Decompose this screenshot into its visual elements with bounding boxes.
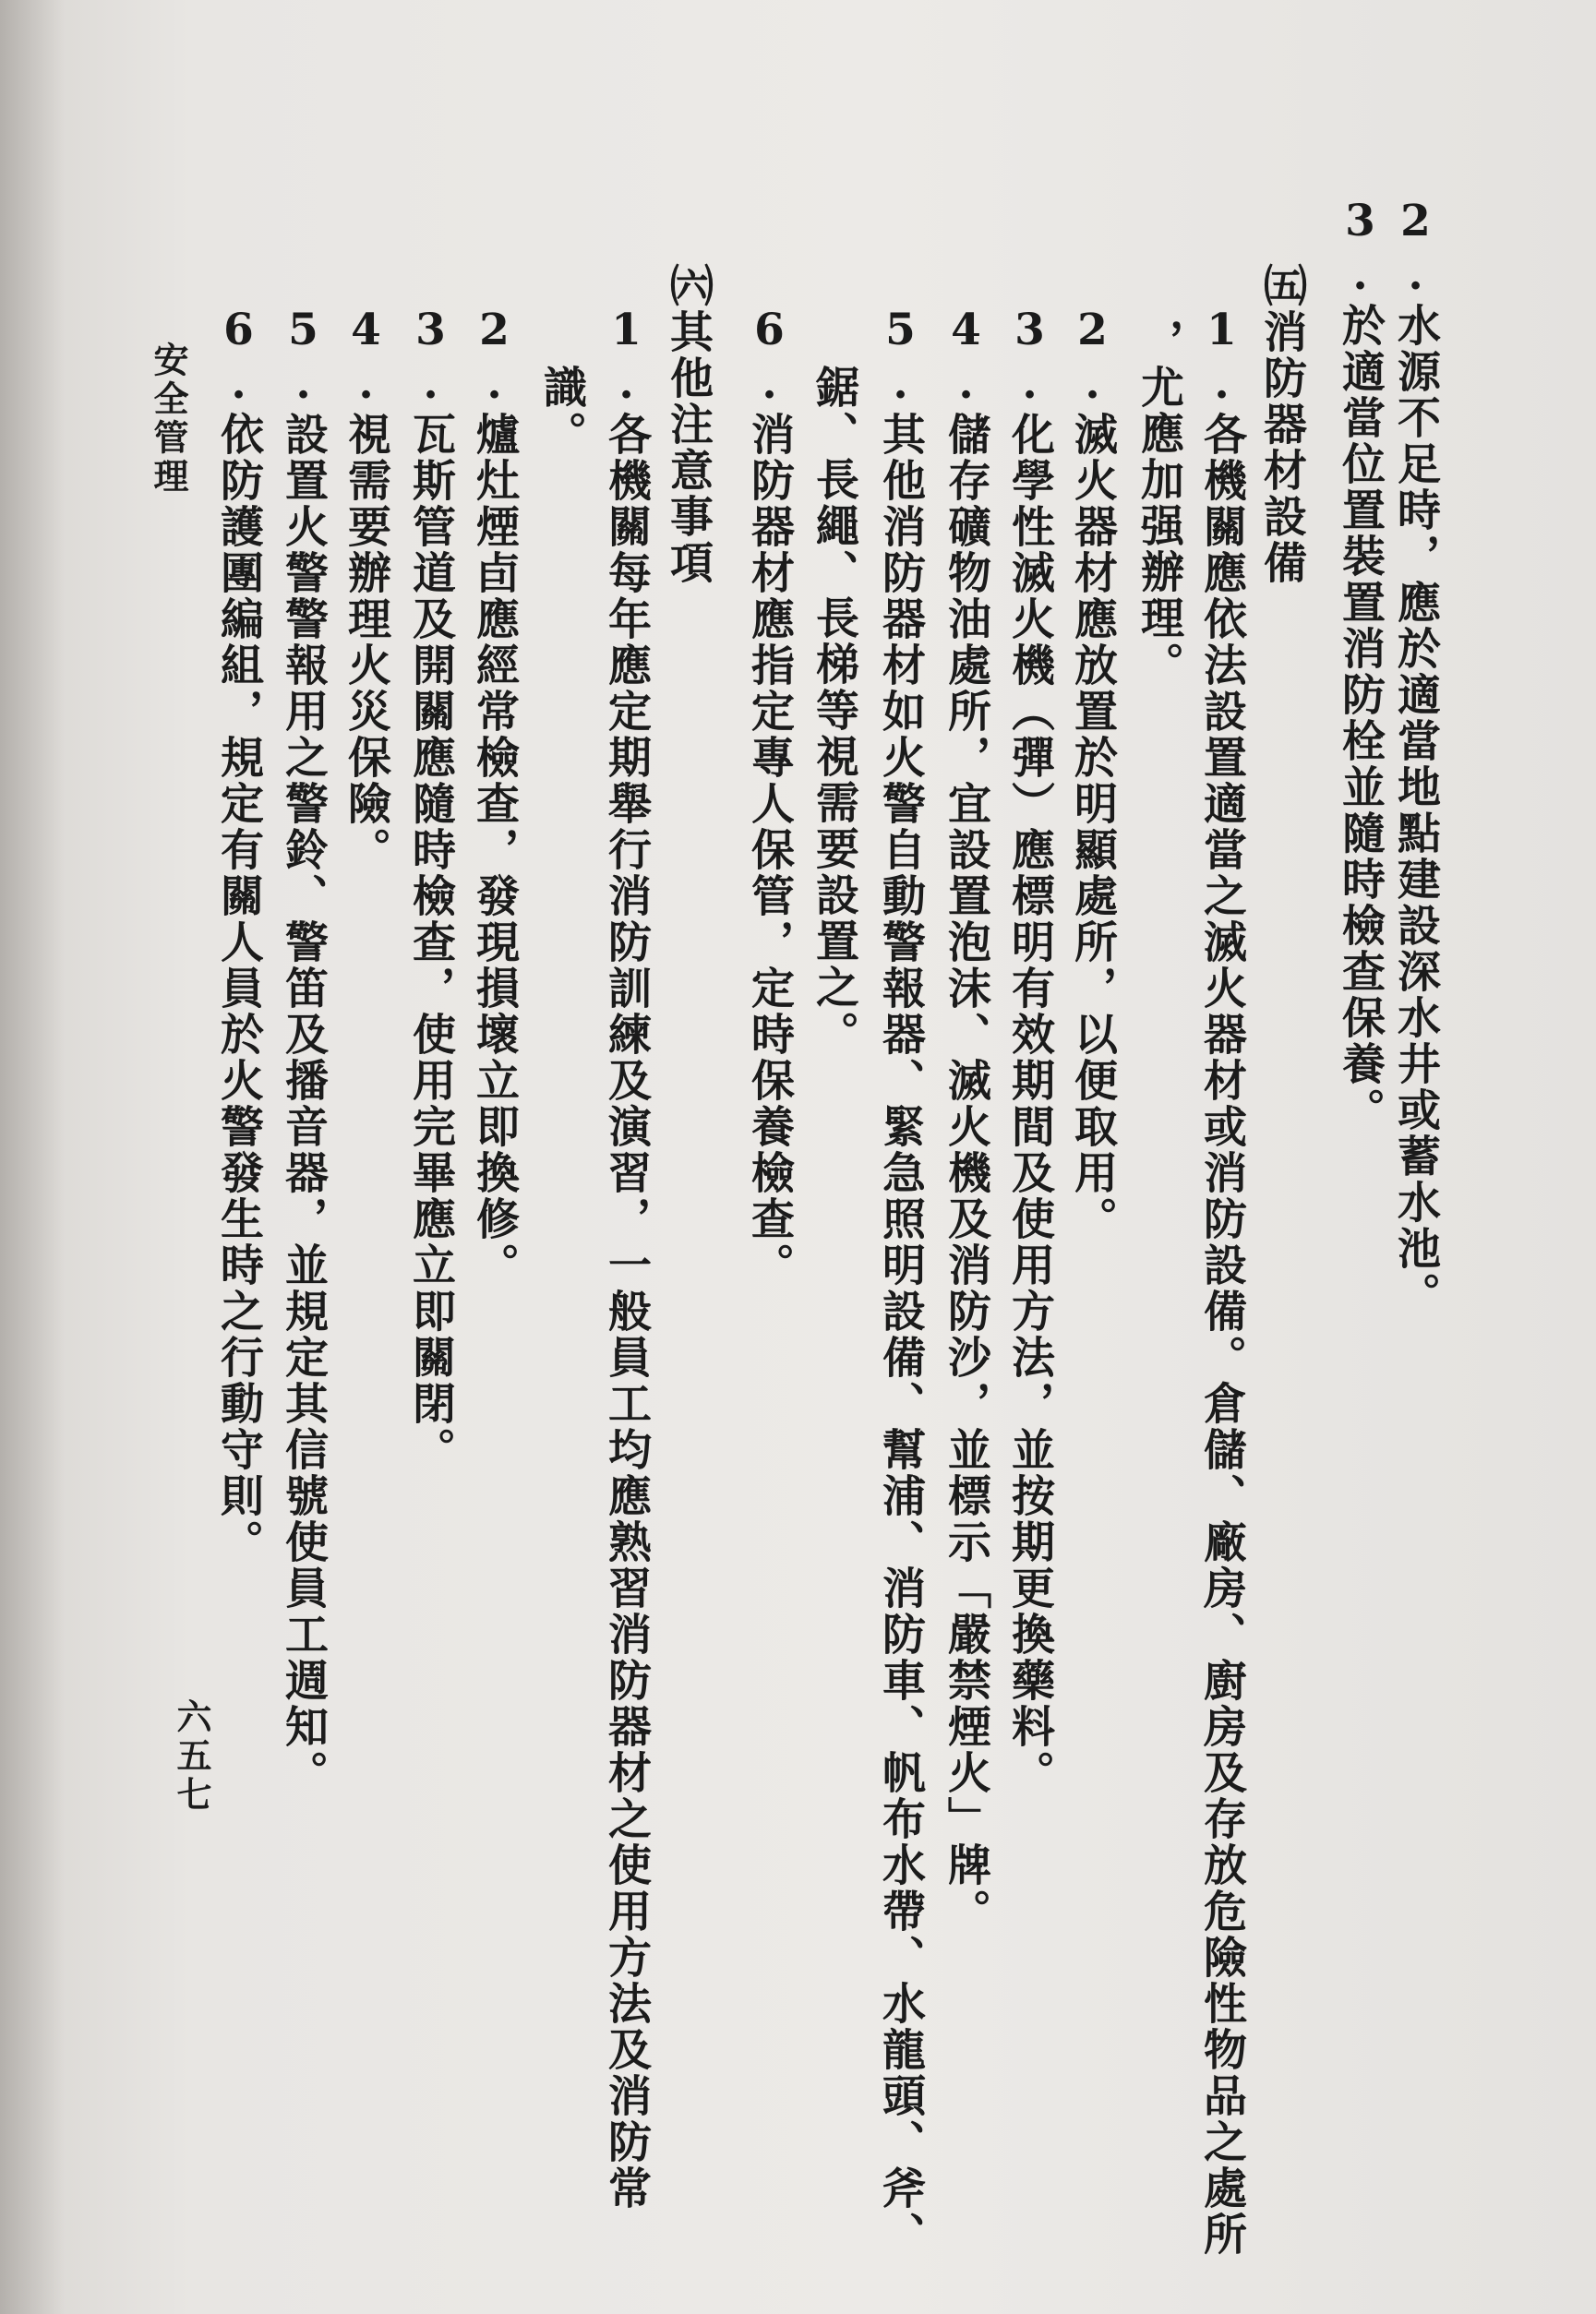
section-6-item-6: 6.依防護團編組，規定有關人員於火警發生時之行動守則。 — [213, 305, 264, 1565]
section-5-item-1: 1.各機關應依法設置適當之滅火器材或消防設備。倉儲、廠房、廚房及存放危險性物品之處所 — [1196, 305, 1247, 2258]
section-6-item-1-cont: 識。 — [536, 365, 587, 457]
section-5-item-5-cont: 鋸、長繩、長梯等視需要設置之。 — [809, 365, 859, 1057]
section-6-item-4: 4.視需要辦理火災保險。 — [341, 305, 391, 873]
section-6-item-3: 3.瓦斯管道及開關應隨時檢查，使用完畢應立即關閉。 — [405, 305, 456, 1473]
section-5-item-6: 6.消防器材應指定專人保管，定時保養檢查。 — [744, 305, 795, 1289]
section-6-item-5: 5.設置火警警報用之警鈴、警笛及播音器，並規定其信號使員工週知。 — [278, 305, 329, 1796]
section-5-item-3: 3.化學性滅火機（彈）應標明有效期間及使用方法，並按期更換藥料。 — [1004, 305, 1055, 1796]
section-5-item-4: 4.儲存礦物油處所，宜設置泡沫、滅火機及消防沙，並標示「嚴禁煙火」牌。 — [941, 305, 991, 1935]
section-5-item-5: 5.其他消防器材如火警自動警報器、緊急照明設備、幫浦、消防車、帆布水帶、水龍頭、斧、 — [875, 305, 926, 2258]
section-6-item-1: 1.各機關每年應定期舉行消防訓練及演習，一般員工均應熟習消防器材之使用方法及消防常 — [601, 305, 652, 2212]
item-3-hydrant: 3.於適當位置裝置消防栓並隨時檢查保養。 — [1335, 196, 1386, 1133]
section-6-item-2: 2.爐灶煙卣應經常檢查，發現損壞立即換修。 — [469, 305, 520, 1289]
section-5-heading: ㈤消防器材設備 — [1256, 263, 1307, 586]
section-5-item-1-cont: ，尤應加强辦理。 — [1134, 318, 1184, 688]
page-number: 六五七 — [171, 1698, 212, 1815]
running-footer-title: 安全管理 — [148, 342, 189, 497]
item-2-water-source: 2.水源不足時，應於適當地點建設深水井或蓄水池。 — [1390, 196, 1441, 1318]
page-gutter-shadow — [0, 0, 65, 2314]
section-5-item-2: 2.滅火器材應放置於明顯處所，以便取用。 — [1067, 305, 1118, 1242]
section-6-heading: ㈥其他注意事項 — [663, 263, 714, 586]
